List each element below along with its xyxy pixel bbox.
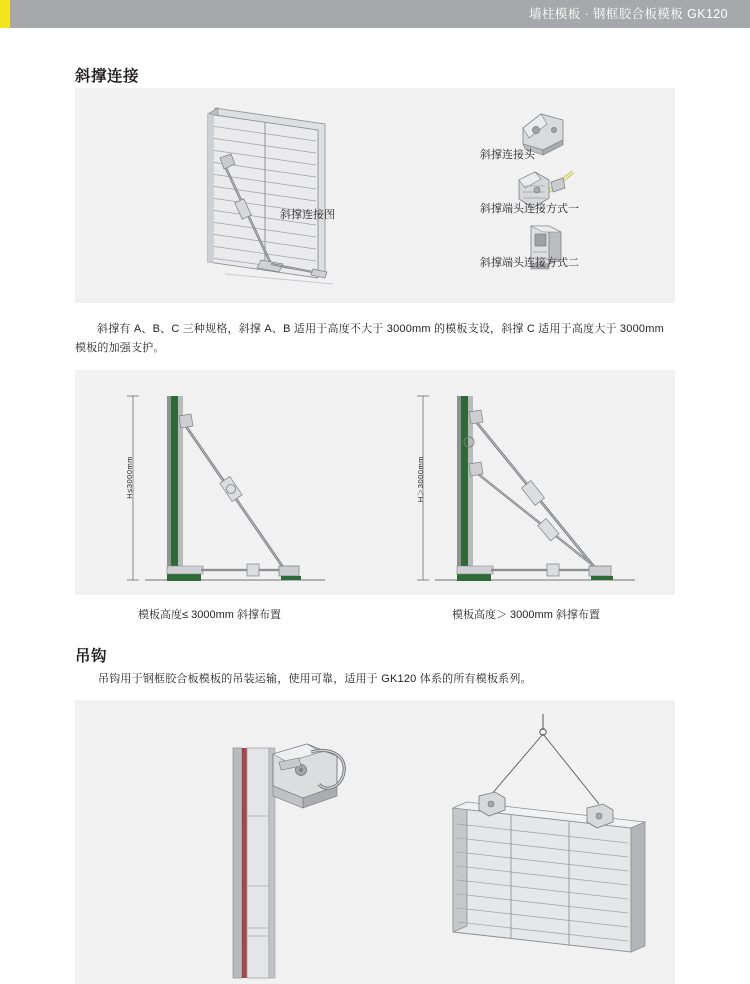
page-header — [0, 0, 750, 28]
figure-panel-brace-layouts — [75, 370, 675, 595]
brace-connection-illustration — [75, 88, 675, 303]
paragraph-brace-specs: 斜撑有 A、B、C 三种规格，斜撑 A、B 适用于高度不大于 3000mm 的模板支设，斜撑 C 适用于高度大于 3000mm 模板的加强支护。 — [75, 323, 664, 354]
layout-short-caption: 模板高度≤ 3000mm 斜撑布置 — [138, 609, 281, 621]
brace-assembly-label: 斜撑连接图 — [280, 209, 335, 221]
figure-panel-brace-connection — [75, 88, 675, 303]
brace-layout-illustration — [75, 370, 675, 595]
dimension-label-short: H≤3000mm — [125, 456, 134, 499]
dimension-label-tall: H＞3000mm — [416, 456, 425, 503]
header-accent-bar — [0, 0, 10, 28]
lifting-hook-illustration — [75, 700, 675, 984]
section-heading-diagonal-brace: 斜撑连接 — [75, 68, 140, 85]
brace-end-type-2-label: 斜撑端头连接方式二 — [480, 257, 579, 269]
figure-panel-lifting-hook — [75, 700, 675, 984]
section-heading-lifting-hook: 吊钩 — [75, 648, 108, 665]
brace-connector-label: 斜撑连接头 — [480, 149, 535, 161]
layout-tall-caption: 模板高度＞ 3000mm 斜撑布置 — [452, 609, 600, 621]
brace-end-type-1-label: 斜撑端头连接方式一 — [480, 203, 579, 215]
paragraph-lifting-hook: 吊钩用于钢框胶合板模板的吊装运输，使用可靠，适用于 GK120 体系的所有模板系列。 — [98, 673, 532, 685]
header-title: 墙柱模板 · 钢框胶合板模板 GK120 — [529, 7, 728, 21]
